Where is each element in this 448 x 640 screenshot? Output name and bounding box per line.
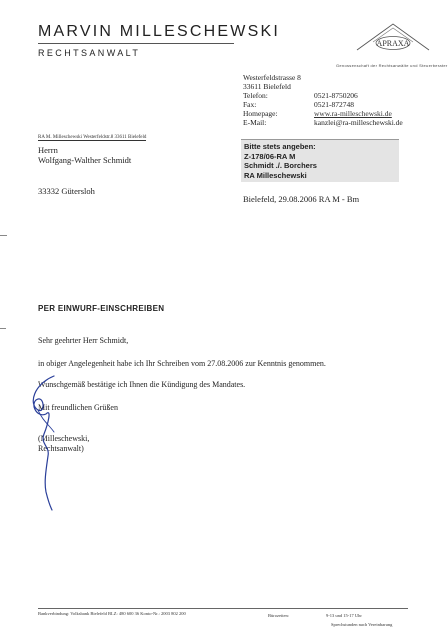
date-line: Bielefeld, 29.08.2006 RA M - Bm — [243, 194, 360, 204]
punch-mark — [0, 328, 6, 329]
contact-zip-city: 33611 Bielefeld — [243, 82, 291, 91]
office-hours: 9-13 und 15-17 Uhr — [326, 613, 362, 618]
contact-row-phone — [243, 91, 403, 100]
phone-value: 0521-8750206 — [314, 91, 358, 100]
signature-title: Rechtsanwalt) — [38, 444, 84, 453]
body-paragraph-2: Wunschgemäß bestätige ich Ihnen die Kündigung des Mandates. — [38, 380, 246, 389]
reference-number: Z-178/06-RA M — [244, 151, 296, 161]
greeting: Sehr geehrter Herr Schmidt, — [38, 336, 129, 345]
consultation-note: Sprechstunden nach Vereinbarung — [331, 622, 393, 627]
office-hours-label: Bürozeiten: — [268, 613, 289, 618]
logo-subtitle: Genossenschaft der Rechtsanwälte und Steuerberater — [336, 63, 448, 68]
contact-row-fax — [243, 100, 403, 109]
email-value[interactable]: kanzlei@ra-milleschewski.de — [314, 118, 403, 127]
fold-mark — [0, 235, 7, 236]
reference-box — [241, 139, 399, 182]
contact-street: Westerfeldstrasse 8 — [243, 73, 301, 82]
reference-instruction: Bitte stets angeben: — [244, 142, 316, 151]
subject-line: PER EINWURF-EINSCHREIBEN — [38, 304, 165, 313]
lawyer-title: RECHTSANWALT — [38, 48, 141, 58]
fax-label: Fax: — [243, 100, 257, 109]
homepage-link[interactable]: www.ra-milleschewski.de — [314, 109, 392, 118]
signature-name: (Milleschewski, — [38, 434, 90, 443]
apraxa-logo — [353, 22, 433, 68]
reference-parties: Schmidt ./. Borchers — [244, 161, 317, 170]
body-paragraph-1: in obiger Angelegenheit habe ich Ihr Schreiben vom 27.08.2006 zur Kenntnis genommen. — [38, 359, 326, 368]
sender-return-line: RA M. Milleschewski Westerfeldstr.8 33611 Bielefeld — [38, 135, 147, 140]
bank-details: Bankverbindung: Volksbank Bielefeld BLZ: 480 600 36 Konto-Nr.: 2003 802 200 — [38, 611, 186, 616]
contact-row-homepage — [243, 109, 403, 118]
reference-lawyer: RA Milleschewski — [244, 170, 307, 180]
recipient-salutation: Herrn — [38, 145, 58, 155]
phone-label: Telefon: — [243, 91, 268, 100]
contact-row-email — [243, 118, 403, 127]
homepage-label: Homepage: — [243, 109, 278, 118]
footer-divider — [38, 608, 408, 609]
logo-text: APRAXA — [376, 39, 410, 48]
recipient-address — [38, 145, 131, 165]
lawyer-name: MARVIN MILLESCHEWSKI — [38, 23, 280, 40]
contact-block — [243, 73, 403, 127]
recipient-name: Wolfgang-Walther Schmidt — [38, 155, 132, 165]
email-label: E-Mail: — [243, 118, 267, 127]
closing: Mit freundlichen Grüßen — [38, 403, 118, 412]
fax-value: 0521-872748 — [314, 100, 354, 109]
header-divider — [38, 43, 234, 44]
handwritten-signature — [24, 374, 84, 514]
recipient-city: 33332 Gütersloh — [38, 186, 95, 196]
